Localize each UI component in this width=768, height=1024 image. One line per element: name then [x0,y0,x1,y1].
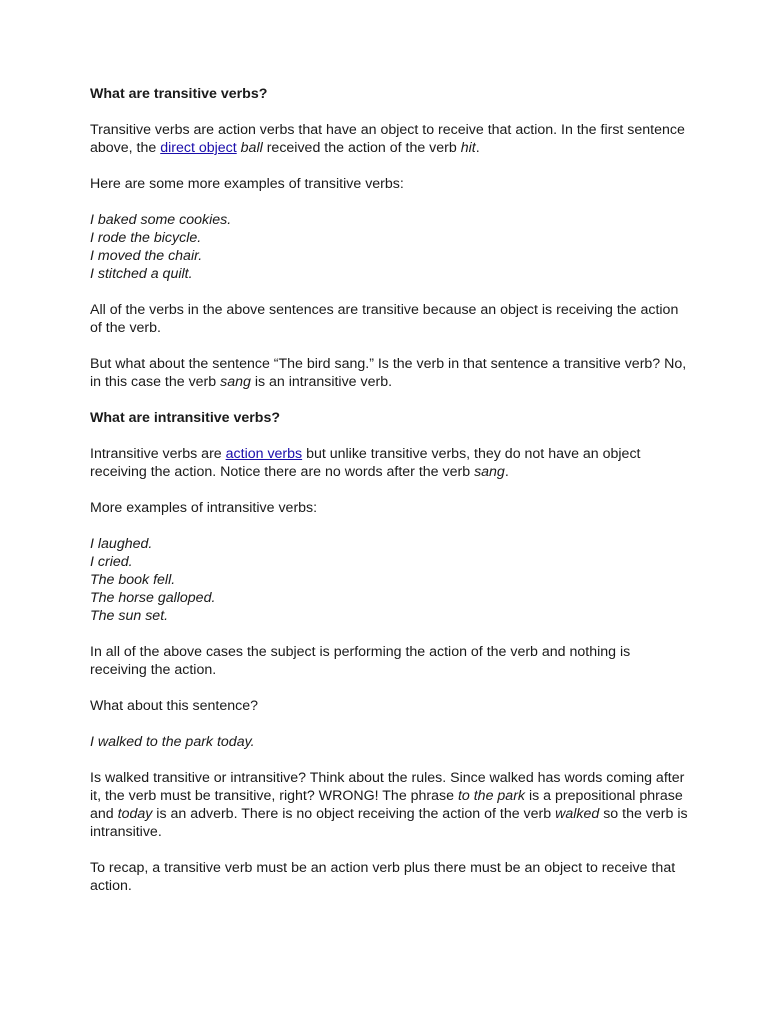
paragraph-intransitive-intro: More examples of intransitive verbs: [90,500,318,516]
paragraph-intransitive-explanation: In all of the above cases the subject is performing the action of the verb and nothing is receiving the action. [90,644,631,678]
document-body [90,85,690,913]
direct-object-link[interactable]: direct object [160,140,237,156]
example-sentence: I walked to the park today. [90,734,255,750]
example-item: I cried. [90,554,133,570]
paragraph-transitive-explanation: All of the verbs in the above sentences are transitive because an object is receiving the action of the verb. [90,302,679,336]
paragraph-bird-sang: But what about the sentence “The bird sang.” Is the verb in that sentence a transitive verb? No, in this case the verb sang is an intransitive verb. [90,356,687,390]
intransitive-examples-list [90,535,690,625]
example-item: I laughed. [90,536,153,552]
paragraph-question: What about this sentence? [90,698,258,714]
example-item: I moved the chair. [90,248,203,264]
action-verbs-link[interactable]: action verbs [225,446,303,462]
paragraph-transitive-definition: Transitive verbs are action verbs that have an object to receive that action. In the first sentence above, the direct object ball received the action of the verb hit. [90,122,685,156]
example-item: The book fell. [90,572,176,588]
transitive-examples-list [90,211,690,283]
paragraph-transitive-intro: Here are some more examples of transitive verbs: [90,176,404,192]
example-item: I baked some cookies. [90,212,232,228]
heading-transitive: What are transitive verbs? [90,86,268,102]
example-item: The horse galloped. [90,590,216,606]
example-item: I rode the bicycle. [90,230,202,246]
paragraph-recap: To recap, a transitive verb must be an action verb plus there must be an object to receive that action. [90,860,676,894]
paragraph-walked-analysis: Is walked transitive or intransitive? Think about the rules. Since walked has words coming after it, the verb must be transitive, right? WRONG! The phrase to the park is a prepositional phrase and today is an adverb. There is no object receiving the action of the verb walked so the verb is intransitive. [90,770,688,840]
example-item: I stitched a quilt. [90,266,193,282]
heading-intransitive: What are intransitive verbs? [90,410,281,426]
example-item: The sun set. [90,608,169,624]
paragraph-intransitive-definition: Intransitive verbs are action verbs but unlike transitive verbs, they do not have an object receiving the action. Notice there are no words after the verb sang. [90,446,641,480]
